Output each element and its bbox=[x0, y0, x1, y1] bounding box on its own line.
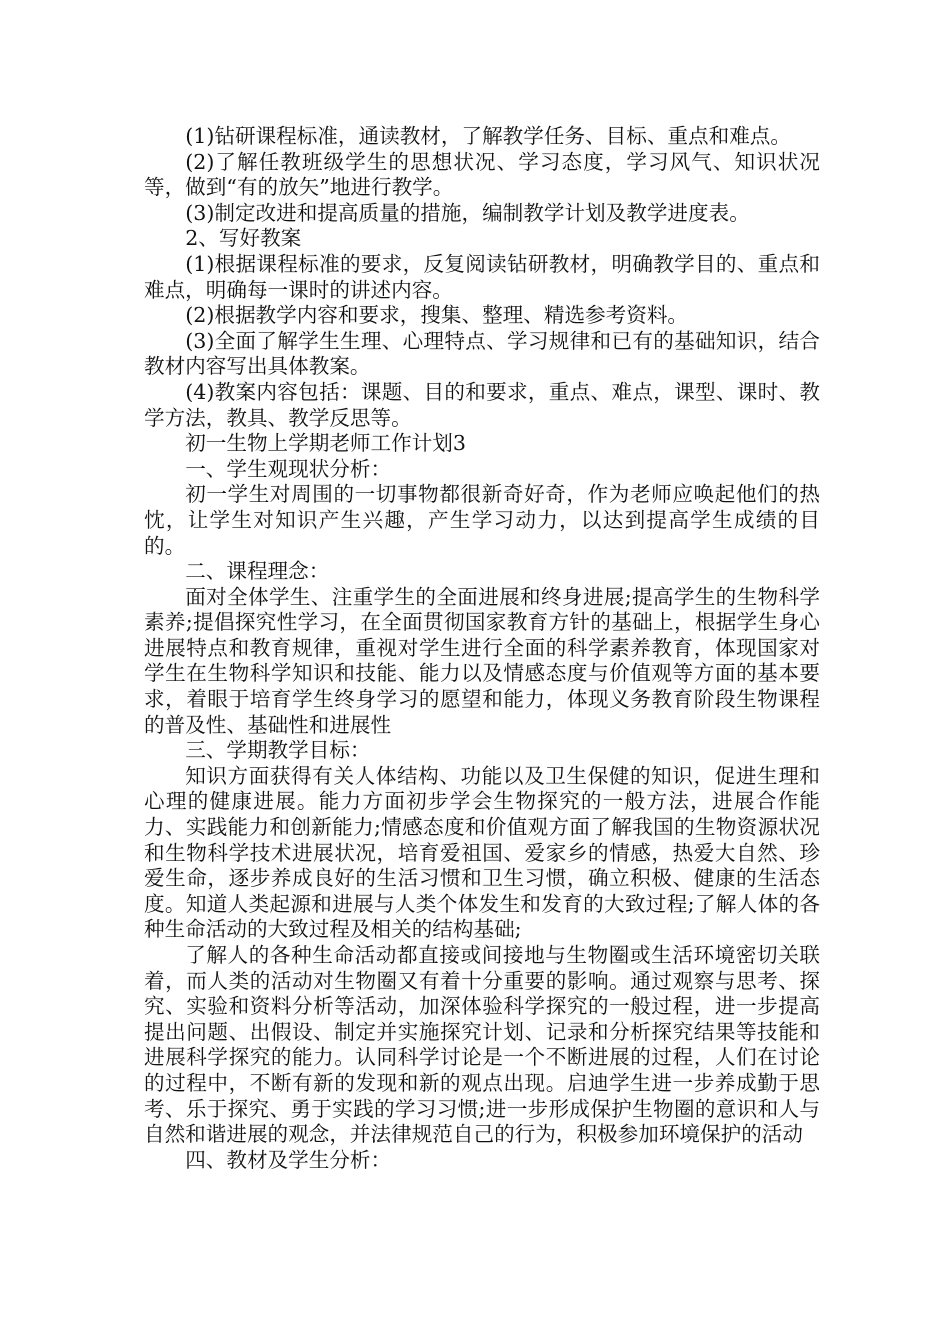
paragraph-prep-2: (2)了解任教班级学生的思想状况、学习态度，学习风气、知识状况等，做到“有的放矢”地进行教学。 bbox=[144, 149, 820, 200]
paragraph-curriculum-concept: 面对全体学生、注重学生的全面进展和终身进展;提高学生的生物科学素养;提倡探究性学习，在全面贯彻国家教育方针的基础上，根据学生身心进展特点和教育规律，重视对学生进行全面的科学素养教育，体现国家对学生在生物科学知识和技能、能力以及情感态度与价值观等方面的基本要求，着眼于培育学生终身学习的愿望和能力，体现义务教育阶段生物课程的普及性、基础性和进展性 bbox=[144, 584, 820, 737]
document-body bbox=[144, 124, 820, 1173]
paragraph-goals-understanding: 了解人的各种生命活动都直接或间接地与生物圈或生活环境密切关联着，而人类的活动对生物圈又有着十分重要的影响。通过观察与思考、探究、实验和资料分析等活动，加深体验科学探究的一般过程，进一步提高提出问题、出假设、制定并实施探究计划、记录和分析探究结果等技能和进展科学探究的能力。认同科学讨论是一个不断进展的过程，人们在讨论的过程中，不断有新的发现和新的观点出现。启迪学生进一步养成勤于思考、乐于探究、勇于实践的学习习惯;进一步形成保护生物圈的意识和人与自然和谐进展的观念，并法律规范自己的行为，积极参加环境保护的活动 bbox=[144, 943, 820, 1147]
paragraph-student-analysis: 初一学生对周围的一切事物都很新奇好奇，作为老师应唤起他们的热忱，让学生对知识产生兴趣，产生学习动力，以达到提高学生成绩的目的。 bbox=[144, 482, 820, 558]
paragraph-plan-1: (1)根据课程标准的要求，反复阅读钻研教材，明确教学目的、重点和难点，明确每一课时的讲述内容。 bbox=[144, 251, 820, 302]
section-title: 初一生物上学期老师工作计划3 bbox=[185, 431, 467, 456]
paragraph-prep-3: (3)制定改进和提高质量的措施，编制教学计划及教学进度表。 bbox=[185, 200, 750, 225]
paragraph-goals-knowledge: 知识方面获得有关人体结构、功能以及卫生保健的知识，促进生理和心理的健康进展。能力方面初步学会生物探究的一般方法，进展合作能力、实践能力和创新能力;情感态度和价值观方面了解我国的生物资源状况和生物科学技术进展状况，培育爱祖国、爱家乡的情感，热爱大自然、珍爱生命，逐步养成良好的生活习惯和卫生习惯，确立积极、健康的生活态度。知道人类起源和进展与人类个体发生和发育的大致过程;了解人体的各种生命活动的大致过程及相关的结构基础; bbox=[144, 763, 820, 942]
paragraph-plan-4: (4)教案内容包括：课题、目的和要求，重点、难点，课型、课时、教学方法，教具、教学反思等。 bbox=[144, 379, 820, 430]
heading-write-lesson-plan: 2、写好教案 bbox=[185, 226, 302, 251]
paragraph-plan-2: (2)根据教学内容和要求，搜集、整理、精选参考资料。 bbox=[185, 303, 689, 328]
heading-student-analysis: 一、学生观现状分析： bbox=[185, 456, 392, 481]
heading-curriculum-concept: 二、课程理念： bbox=[185, 559, 330, 584]
paragraph-plan-3: (3)全面了解学生生理、心理特点、学习规律和已有的基础知识，结合教材内容写出具体教案。 bbox=[144, 328, 820, 379]
heading-textbook-analysis: 四、教材及学生分析： bbox=[185, 1147, 392, 1172]
heading-semester-goals: 三、学期教学目标： bbox=[185, 738, 371, 763]
paragraph-prep-1: (1)钻研课程标准，通读教材，了解教学任务、目标、重点和难点。 bbox=[185, 124, 791, 148]
